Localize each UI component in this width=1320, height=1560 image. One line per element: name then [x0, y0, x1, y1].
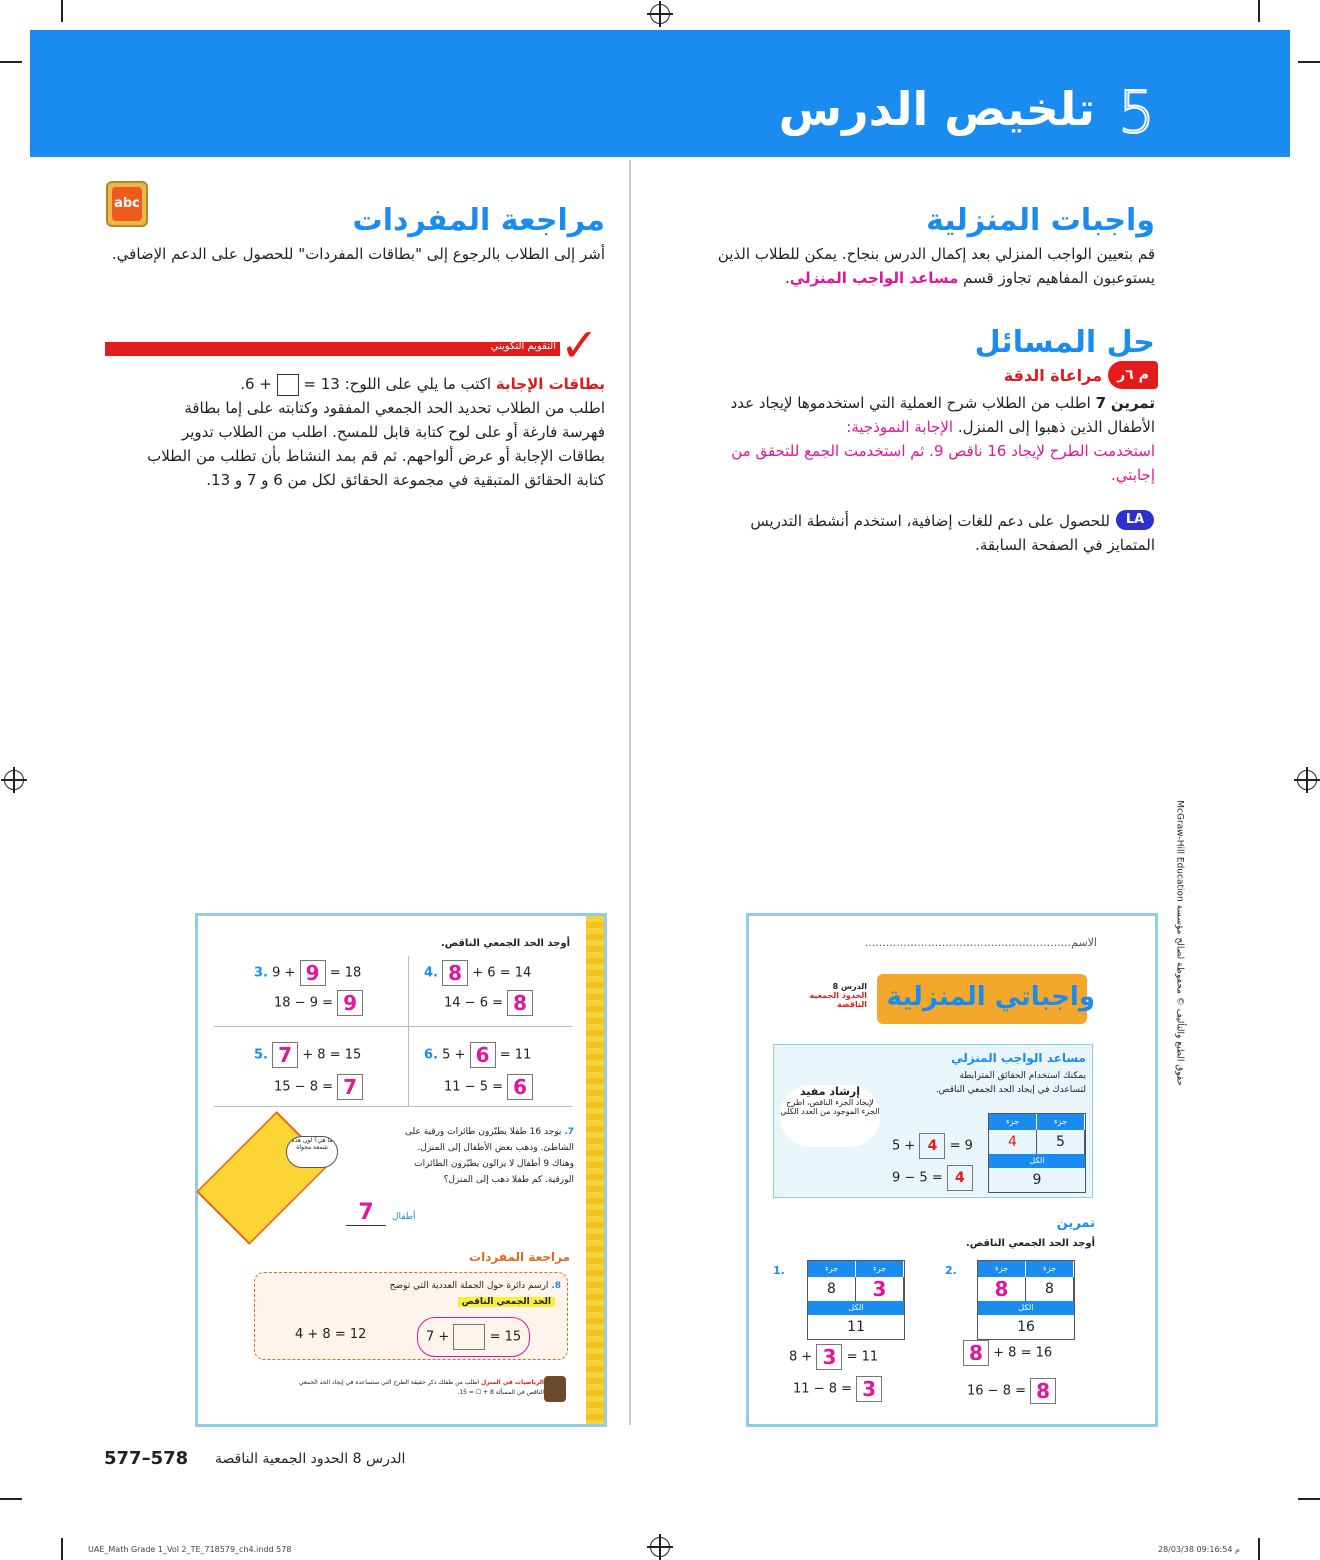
- registration-mark-bottom-icon: [650, 1537, 670, 1557]
- q7-text: 7. يوجد 16 طفلا يطيّرون طائرات ورقية على الشاطئ. وذهب بعض الأطفال إلى المنزل. وهناك 9 أطفال لا يزالون يطيّرون الطائرات الورقية. كم طفلا ذهب إلى المنزل؟: [405, 1127, 574, 1185]
- q5-eq-1: 5. 7 + 8 = 15: [254, 1043, 362, 1067]
- blank-box-icon: [277, 374, 299, 396]
- speech-bubble: ما هي؟ لون هذه شمعة مجواة: [286, 1136, 338, 1168]
- checkmark-icon: ✓: [560, 318, 599, 372]
- language-support-text: للحصول على دعم للغات إضافية، استخدم أنشطة التدريس المتمايز في الصفحة السابقة.: [750, 512, 1155, 554]
- publisher-side-text: McGraw-Hill Education حقوق الطبع والتأليف © محفوظة لصالح مؤسسة: [1175, 800, 1185, 1086]
- q5-eq-2: 15 − 8 = 7: [274, 1074, 363, 1100]
- practice-heading: تمرين: [1056, 1216, 1095, 1231]
- homework-paragraph: قم بتعيين الواجب المنزلي بعد إكمال الدرس بنجاح. يمكن للطلاب الذين يستوعبون المفاهيم تجاوز قسم مساعد الواجب المنزلي.: [717, 245, 1155, 287]
- q6-eq-1: 6. 5 + 6 = 11: [424, 1043, 532, 1067]
- student-page-left: أوجد الحد الجمعي الناقص. 3. 9 + 9 = 18 18 − 9 = 9 4. 8 + 6 = 14 14 − 6 = 8 5. 7 + 8 = 15 15 − 8 = 7 6. 5 + 6 = 11 11 − 5 = 6 ما هي؟ لون هذه شمعة مجواة 7. يوجد 16 طفلا يطيّرون طائرات ورقية على الشاطئ. وذهب بعض الأطفال إلى المنزل. وهناك 9 أطفال لا يزالون يطيّرون الطائرات الورقية. كم طفلا ذهب إلى المنزل؟ 7 أطفال مراجعة المفردات 8. ارسم دائرة حول الجملة العددية التي توضح الحد الجمعي الناقص 4 + 8 = 12 7 + = 15 الرياضيات في المنزل اطلب من طفلك ذكر حقيقة الطرح التي ستساعده في إيجاد الحد الجمعي الناقص في المسألة 8 + ☐ = 15.: [195, 913, 607, 1427]
- homework-helper-link: مساعد الواجب المنزلي: [789, 269, 959, 287]
- q4-eq-2: 14 − 6 = 8: [444, 990, 533, 1016]
- example-eq-1: 5 + 4 = 9: [892, 1133, 973, 1159]
- problem-2-eq-1: 8 + 8 = 16: [963, 1340, 1052, 1366]
- banner-number: 5: [1118, 78, 1155, 146]
- q3-eq-2: 18 − 9 = 9: [274, 990, 363, 1016]
- precision-subhead: مراعاة الدقة: [1003, 366, 1102, 385]
- q8-option-2-circled: 7 + = 15: [417, 1317, 530, 1357]
- thumb-footer-note: الرياضيات في المنزل اطلب من طفلك ذكر حقيقة الطرح التي ستساعده في إيجاد الحد الجمعي الناقص في المسألة 8 + ☐ = 15.: [298, 1379, 544, 1396]
- footer-lesson-label: الدرس 8 الحدود الجمعية الناقصة: [215, 1451, 406, 1467]
- language-support-badge: LA: [1116, 510, 1154, 530]
- q3-eq-1: 3. 9 + 9 = 18: [254, 961, 362, 985]
- registration-mark-left-icon: [4, 770, 24, 790]
- problem-solving-heading: حل المسائل: [974, 325, 1155, 360]
- q6-eq-2: 11 − 5 = 6: [444, 1074, 533, 1100]
- lesson-label: الدرس 8 الحدود الجمعية الناقصة: [809, 982, 867, 1009]
- q8-highlight: الحد الجمعي الناقص: [458, 1297, 555, 1307]
- example-eq-2: 9 − 5 = 4: [892, 1165, 973, 1191]
- decorative-stripe: [586, 916, 604, 1424]
- kite-icon: [196, 1111, 330, 1245]
- formative-assessment-bar: التقويم التكويني: [105, 342, 560, 356]
- problem-2-eq-2: 16 − 8 = 8: [967, 1378, 1056, 1404]
- banner-title: تلخيص الدرس: [778, 82, 1095, 136]
- thumb-instruction: أوجد الحد الجمعي الناقص.: [440, 938, 570, 949]
- vocabulary-paragraph: أشر إلى الطلاب بالرجوع إلى "بطاقات المفردات" للحصول على الدعم الإضافي.: [111, 245, 605, 263]
- problem-1-table: جزء جزء 8 3 الكل 11: [807, 1260, 905, 1340]
- page-numbers: 577–578: [104, 1448, 189, 1469]
- slug-left: UAE_Math Grade 1_Vol 2_TE_718579_ch4.indd 578: [88, 1545, 292, 1554]
- practice-badge: م ٦ر: [1108, 361, 1158, 389]
- thumb-title: واجباتي المنزلية: [886, 982, 1095, 1012]
- problem-1-eq-1: 8 + 3 = 11: [789, 1345, 879, 1369]
- chapter-banner: [30, 30, 1290, 157]
- registration-mark-top-icon: [650, 4, 670, 24]
- thumb-vocab-heading: مراجعة المفردات: [469, 1250, 570, 1264]
- vocabulary-heading: مراجعة المفردات: [352, 203, 605, 238]
- homework-heading: واجبات المنزلية: [926, 203, 1155, 238]
- problem-1-eq-2: 11 − 8 = 3: [793, 1376, 882, 1402]
- homework-helper-box: مساعد الواجب المنزلي يمكنك استخدام الحقائق المترابطة لتساعدك في إيجاد الحد الجمعي الناقص. إرشاد مفيد لإيجاد الجزء الناقص، اطرح الجزء الموجود من العدد الكلي جزء جزء 4 5 الكل 9 5 + 4 = 9 9 − 5 = 4: [773, 1044, 1093, 1198]
- exercise-7-notes: تمرين 7 اطلب من الطلاب شرح العملية التي استخدموها لإيجاد عدد الأطفال الذين ذهبوا إلى المنزل. الإجابة النموذجية: استخدمت الطرح لإيجاد 16 ناقص 9. ثم استخدمت الجمع للتحقق من إجابتي.: [730, 394, 1155, 484]
- house-icon: [544, 1376, 566, 1402]
- tip-cloud: إرشاد مفيد لإيجاد الجزء الناقص، اطرح الجزء الموجود من العدد الكلي: [780, 1085, 880, 1147]
- registration-mark-right-icon: [1297, 770, 1317, 790]
- example-part-whole-table: جزء جزء 4 5 الكل 9: [988, 1113, 1086, 1193]
- name-label: الاسم...........................................................: [864, 936, 1097, 949]
- problem-2-table: جزء جزء 8 8 الكل 16: [977, 1260, 1075, 1340]
- q4-eq-1: 4. 8 + 6 = 14: [424, 961, 532, 985]
- q8-option-1: 4 + 8 = 12: [295, 1327, 367, 1342]
- vocabulary-abc-icon: abc: [106, 181, 148, 227]
- student-page-right: الاسم........................................................... واجباتي المنزلية الدرس 8 الحدود الجمعية الناقصة McGraw-Hill Education حقوق الطبع والتأليف © محفوظة لصالح مؤسسة مساعد الواجب المنزلي يمكنك استخدام الحقائق المترابطة لتساعدك في إيجاد الحد الجمعي الناقص. إرشاد مفيد لإيجاد الجزء الناقص، اطرح الجزء الموجود من العدد الكلي جزء جزء 4 5 الكل 9 5 + 4 = 9 9 − 5 = 4 تمرين أوجد الحد الجمعي الناقص. 1. جزء جزء 8 3 الكل 11 8 + 3 = 11 11 − 8 = 3 2. جزء جزء 8 8 الكل 16 8 + 8 = 16 16 − 8 = 8: [746, 913, 1158, 1427]
- answer-cards-notes: بطاقات الإجابة اكتب ما يلي على اللوح: 13 = + 6. اطلب من الطلاب تحديد الحد الجمعي المفقود وكتابته على إما بطاقة فهرسة فارغة أو على لوح كتابة قابل للمسح. اطلب من الطلاب تدوير بطاقات الإجابة أو عرض ألواحهم. ثم قم بمد النشاط بأن تطلب من الطلاب كتابة الحقائق المتبقية في مجموعة الحقائق لكل من 6 و 7 و 13.: [147, 375, 605, 489]
- practice-instruction: أوجد الحد الجمعي الناقص.: [965, 1238, 1095, 1249]
- slug-right: 28/03/38 09:16:54 م: [1158, 1545, 1240, 1554]
- q7-answer: 7: [346, 1200, 386, 1226]
- q8-box: 8. ارسم دائرة حول الجملة العددية التي توضح الحد الجمعي الناقص 4 + 8 = 12 7 + = 15: [254, 1272, 568, 1360]
- column-divider: [629, 160, 631, 1425]
